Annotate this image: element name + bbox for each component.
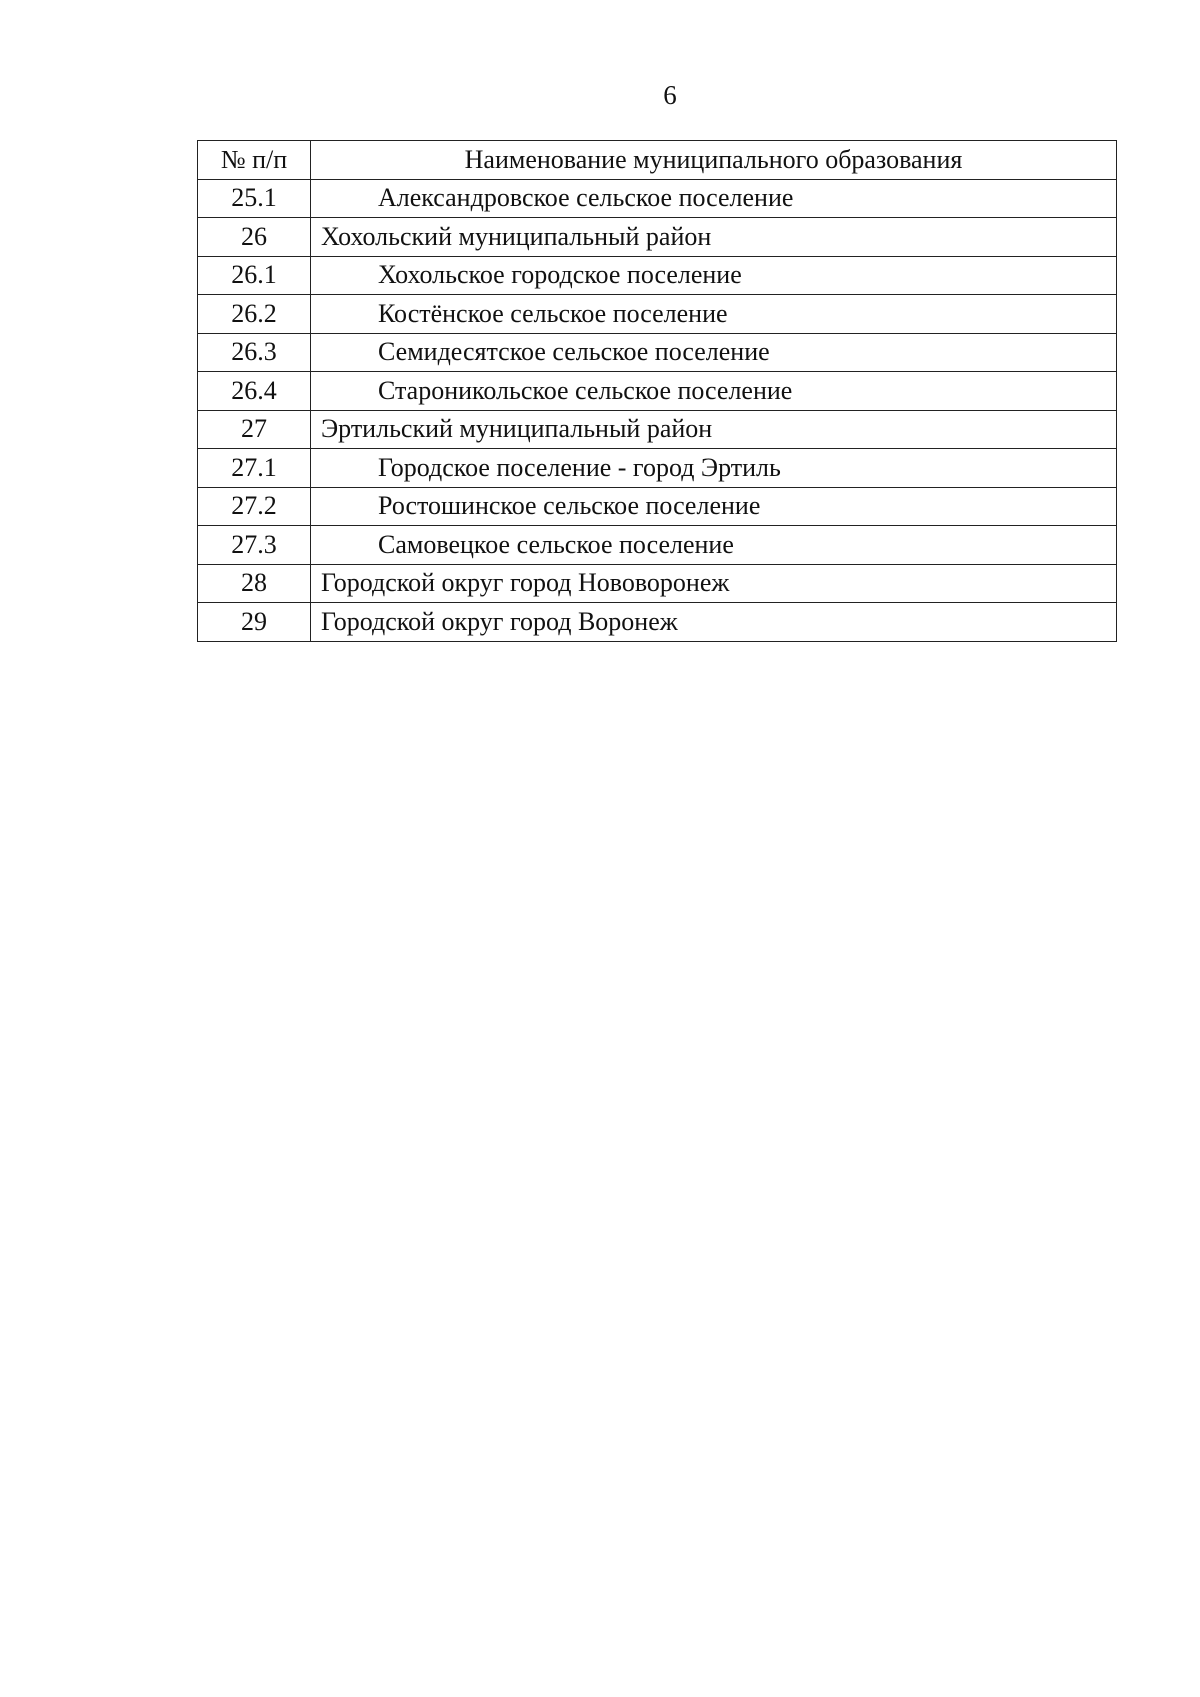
table-row bbox=[198, 410, 1117, 449]
row-number: 29 bbox=[198, 603, 311, 642]
table-row bbox=[198, 449, 1117, 488]
row-number: 26.2 bbox=[198, 295, 311, 334]
row-name: Хохольский муниципальный район bbox=[311, 218, 1117, 257]
row-name: Староникольское сельское поселение bbox=[311, 372, 1117, 411]
row-name: Городское поселение - город Эртиль bbox=[311, 449, 1117, 488]
row-name: Городской округ город Нововоронеж bbox=[311, 564, 1117, 603]
table-row bbox=[198, 333, 1117, 372]
row-name: Хохольское городское поселение bbox=[311, 256, 1117, 295]
table-row bbox=[198, 372, 1117, 411]
row-number: 28 bbox=[198, 564, 311, 603]
table-row bbox=[198, 218, 1117, 257]
row-number: 26.3 bbox=[198, 333, 311, 372]
row-number: 26.4 bbox=[198, 372, 311, 411]
row-number: 27 bbox=[198, 410, 311, 449]
table-row bbox=[198, 603, 1117, 642]
row-number: 27.2 bbox=[198, 487, 311, 526]
municipalities-table bbox=[197, 140, 1117, 642]
header-name: Наименование муниципального образования bbox=[311, 141, 1117, 180]
row-name: Самовецкое сельское поселение bbox=[311, 526, 1117, 565]
page-number: 6 bbox=[663, 80, 677, 110]
row-name: Костёнское сельское поселение bbox=[311, 295, 1117, 334]
table-row bbox=[198, 179, 1117, 218]
row-number: 27.1 bbox=[198, 449, 311, 488]
table-row bbox=[198, 256, 1117, 295]
table-row bbox=[198, 564, 1117, 603]
row-number: 26 bbox=[198, 218, 311, 257]
table-row bbox=[198, 526, 1117, 565]
table-row bbox=[198, 487, 1117, 526]
row-number: 26.1 bbox=[198, 256, 311, 295]
table-header-row bbox=[198, 141, 1117, 180]
row-name: Ростошинское сельское поселение bbox=[311, 487, 1117, 526]
row-number: 27.3 bbox=[198, 526, 311, 565]
header-number: № п/п bbox=[198, 141, 311, 180]
row-name: Эртильский муниципальный район bbox=[311, 410, 1117, 449]
table-row bbox=[198, 295, 1117, 334]
row-name: Городской округ город Воронеж bbox=[311, 603, 1117, 642]
row-number: 25.1 bbox=[198, 179, 311, 218]
row-name: Александровское сельское поселение bbox=[311, 179, 1117, 218]
row-name: Семидесятское сельское поселение bbox=[311, 333, 1117, 372]
